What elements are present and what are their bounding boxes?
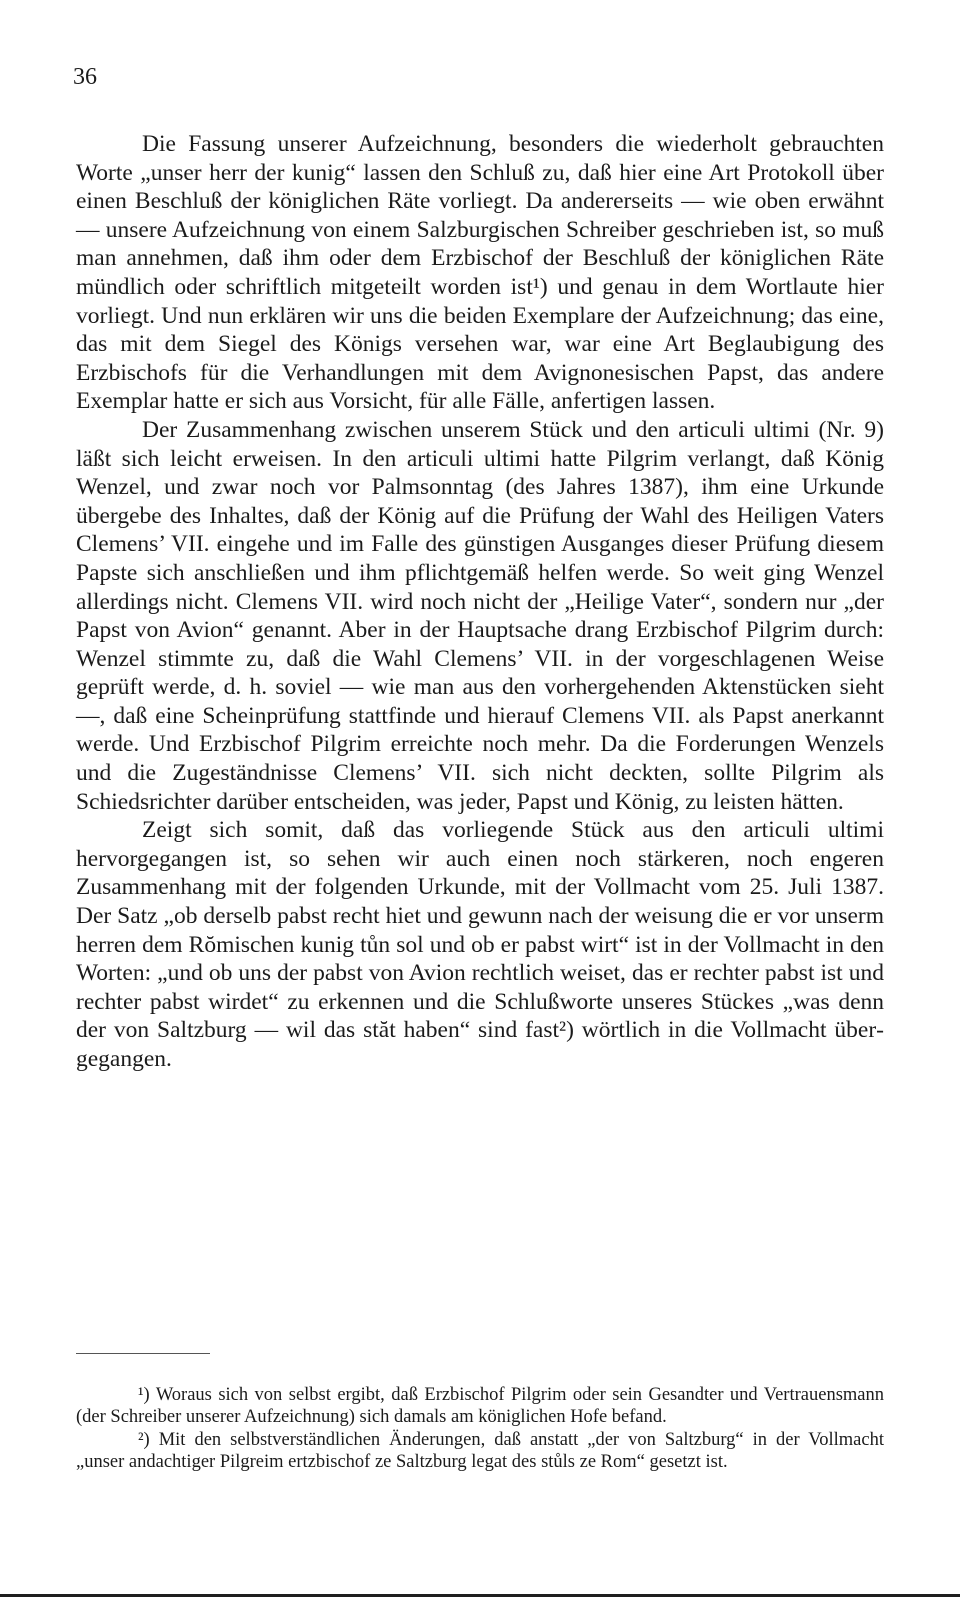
page-number: 36	[73, 64, 97, 90]
footnote: ²) Mit den selbstverständlichen Änderungen, daß anstatt „der von Saltzburg“ in der Vollmacht „unser andachtiger Pilgreim ertzbischof ze Saltzburg legat des stůls ze Rom“ gesetzt ist.	[76, 1429, 884, 1473]
paragraph: Zeigt sich somit, daß das vorliegende Stück aus den articuli ultimi hervorgegangen ist, so sehen wir auch einen noch stärkeren, noch engeren Zusammenhang mit der folgenden Urkunde, mit der Vollmacht vom 25. Juli 1387. Der Satz „ob derselb pabst recht hiet und gewunn nach der weisung die er vor unserm herren dem Rŏmischen kunig tůn sol und ob er pabst wirt“ ist in der Vollmacht in den Worten: „und ob uns der pabst von Avion rechtlich weiset, das er rechter pabst ist und rechter pabst wirdet“ zu erkennen und die Schlußworte unseres Stückes „was denn der von Saltzburg — wil das stăt haben“ sind fast²) wörtlich in die Vollmacht übergegangen.	[76, 817, 884, 1072]
footnote-divider	[76, 1353, 210, 1354]
footnote: ¹) Woraus sich von selbst ergibt, daß Erzbischof Pilgrim oder sein Gesandter und Vertrauensmann (der Schreiber unserer Aufzeichnung) sich damals am königlichen Hofe befand.	[76, 1385, 884, 1428]
body-text	[76, 130, 884, 1074]
paragraph: Die Fassung unserer Aufzeichnung, besonders die wiederholt gebrauchten Worte „unser herr der kunig“ lassen den Schluß zu, daß hier eine Art Protokoll über einen Beschluß der königlichen Räte vorliegt. Da andererseits — wie oben erwähnt — unsere Aufzeichnung von einem Salzburgischen Schreiber geschrieben ist, so muß man annehmen, daß ihm oder dem Erzbischof der Beschluß der königlichen Räte mündlich oder schriftlich mitgeteilt worden ist¹) und genau in dem Wortlaute hier vorliegt. Und nun erklären wir uns die beiden Exemplare der Aufzeichnung; das eine, das mit dem Siegel des Königs versehen war, war eine Art Beglaubigung des Erzbischofs für die Verhandlungen mit dem Avignonesischen Papst, das andere Exemplar hatte er sich aus Vorsicht, für alle Fälle, anfertigen lassen.	[76, 131, 884, 415]
footnotes	[76, 1384, 884, 1474]
paragraph: Der Zusammenhang zwischen unserem Stück und den articuli ultimi (Nr. 9) läßt sich leicht erweisen. In den articuli ultimi hatte Pilgrim verlangt, daß König Wenzel, und zwar noch vor Palmsonntag (des Jahres 1387), ihm eine Urkunde übergebe des Inhaltes, daß der König auf die Prüfung der Wahl des Heiligen Vaters Clemens’ VII. eingehe und im Falle des günstigen Ausganges dieser Prüfung diesem Papste sich anschließen und ihm pflichtgemäß helfen werde. So weit ging Wenzel allerdings nicht. Clemens VII. wird noch nicht der „Heilige Vater“, sondern nur „der Papst von Avion“ genannt. Aber in der Hauptsache drang Erzbischof Pilgrim durch: Wenzel stimmte zu, daß die Wahl Clemens’ VII. in der vorgeschlagenen Weise geprüft werde, d. h. soviel — wie man aus den vorhergehenden Aktenstücken sieht —, daß eine Scheinprüfung stattfinde und hierauf Clemens VII. als Papst anerkannt werde. Und Erzbischof Pilgrim erreichte noch mehr. Da die Forderungen Wenzels und die Zugeständnisse Clemens’ VII. sich nicht deckten, sollte Pilgrim als Schiedsrichter darüber entscheiden, was jeder, Papst und König, zu leisten hätten.	[76, 416, 884, 815]
